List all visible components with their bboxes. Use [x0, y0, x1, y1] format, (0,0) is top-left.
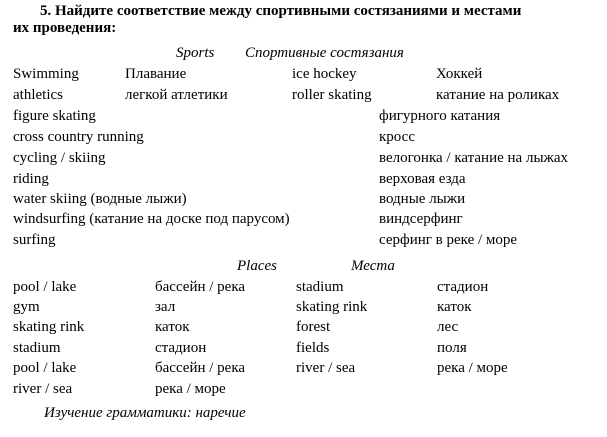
sport-en: roller skating [292, 87, 372, 103]
footer-grammar: Изучение грамматики: наречие [44, 405, 246, 421]
place-ru: река / море [155, 381, 226, 397]
sport-ru: Хоккей [436, 66, 483, 82]
place-en: skating rink [13, 319, 85, 335]
sport-en: Swimming [13, 66, 79, 82]
place-ru: лес [437, 319, 459, 335]
place-en: river / sea [13, 381, 73, 397]
place-en: stadium [296, 279, 344, 295]
sport-en: riding [13, 171, 49, 187]
place-en: skating rink [296, 299, 368, 315]
sport-ru: катание на роликах [436, 87, 560, 103]
sport-ru: водные лыжи [379, 191, 466, 207]
sport-en: surfing [13, 232, 56, 248]
sport-ru: серфинг в реке / море [379, 232, 518, 248]
place-en: stadium [13, 340, 61, 356]
sport-ru: верховая езда [379, 171, 466, 187]
sport-ru: фигурного катания [379, 108, 501, 124]
sport-ru: велогонка / катание на лыжах [379, 150, 569, 166]
sport-ru: легкой атлетики [125, 87, 228, 103]
task-title-line2: их проведения: [13, 20, 117, 36]
place-en: fields [296, 340, 330, 356]
sport-en: cross country running [13, 129, 144, 145]
sport-en: figure skating [13, 108, 96, 124]
place-ru: каток [437, 299, 472, 315]
place-ru: зал [155, 299, 176, 315]
sport-en: athletics [13, 87, 63, 103]
sport-en: ice hockey [292, 66, 357, 82]
place-ru: каток [155, 319, 190, 335]
sport-en: cycling / skiing [13, 150, 106, 166]
place-ru: бассейн / река [155, 279, 246, 295]
sport-ru: виндсерфинг [379, 211, 463, 227]
place-ru: поля [437, 340, 467, 356]
place-ru: стадион [437, 279, 489, 295]
place-ru: стадион [155, 340, 207, 356]
task-title-line1: 5. Найдите соответствие между спортивными состязаниями и местами [40, 3, 522, 19]
sport-en: water skiing (водные лыжи) [13, 191, 187, 207]
places-header-en: Places [237, 258, 277, 274]
place-ru: река / море [437, 360, 508, 376]
places-header-ru: Места [351, 258, 395, 274]
sports-header-en: Sports [176, 45, 215, 61]
place-ru: бассейн / река [155, 360, 246, 376]
sport-ru: Плавание [125, 66, 187, 82]
place-en: gym [13, 299, 40, 315]
place-en: river / sea [296, 360, 356, 376]
sport-en: windsurfing (катание на доске под парусом) [13, 211, 290, 227]
place-en: forest [296, 319, 331, 335]
sport-ru: кросс [379, 129, 415, 145]
place-en: pool / lake [13, 360, 77, 376]
place-en: pool / lake [13, 279, 77, 295]
sports-header-ru: Спортивные состязания [245, 45, 404, 61]
